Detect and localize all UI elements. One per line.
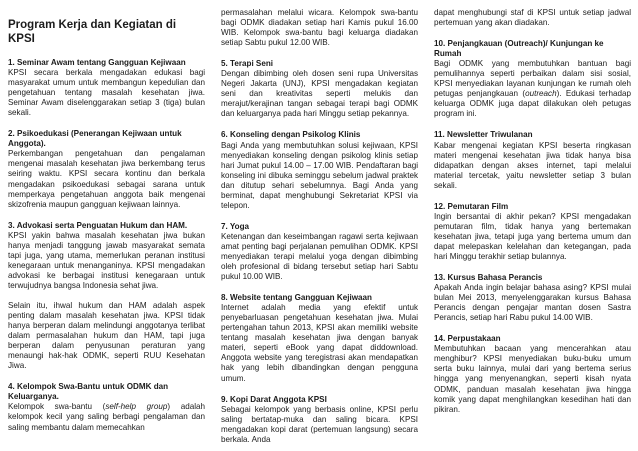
section-terapi-seni [221, 59, 418, 119]
section-heading: 14. Perpustakaan [434, 334, 501, 344]
section-heading: 7. Yoga [221, 221, 250, 231]
text-run-italic: self-help group [105, 402, 168, 412]
section-text [434, 59, 631, 119]
section-kopi-darat-continued [434, 8, 631, 28]
section-text [8, 402, 205, 432]
section-text: Dengan dibimbing oleh dosen seni rupa Universitas Negeri Jakarta (UNJ), KPSI mengadakan kegiatan seni dan kreativitas seperti melukis dan merajut/kerajinan tangan sebagai terapi bagi ODMK dan keluarganya pada hari Minggu setiap pekannya. [221, 69, 418, 119]
section-perpustakaan [434, 334, 631, 414]
section-text: Selain itu, ihwal hukum dan HAM adalah aspek penting dalam masalah kesehatan jiwa. KPSI tidak hanya berperan dalam melindungi anggotanya terlibat dalam permasalahan hukum dan HAM, tapi juga berperan dalam penyusunan peraturan yang menaungi hak-hak ODMK, seperti RUU Kesehatan Jiwa. [8, 300, 205, 371]
section-text: Internet adalah media yang efektif untuk penyebarluasan pengetahuan kesehatan jiwa. Mulai pertengahan tahun 2013, KPSI akan memiliki website tentang masalah kesehatan jiwa dengan banyak materi, seperti eBook yang dapat diddownload. Anggota website yang teregistrasi akan mendapatkan hak yang lebih dibandingkan dengan pengguna umum. [221, 303, 418, 383]
section-heading: 9. Kopi Darat Anggota KPSI [221, 394, 327, 404]
section-text: Bagi Anda yang membutuhkan solusi kejiwaan, KPSI menyediakan konseling dengan psikolog klinis setiap hari Jumat pukul 14.00 – 17.00 WIB. Pendaftaran bagi konseling ini dibuka seminggu sebelum jadwal praktek dan ditutup sehari sebelumnya. Bagi Anda yang berminat, dapat menghubungi Sekretariat KPSI via telepon. [221, 140, 418, 210]
section-text: Perkembangan pengetahuan dan pengalaman mengenai masalah kesehatan jiwa berkembang terus seiring waktu. KPSI secara kontinu dan berkala mengadakan psikoedukasi sebagai sarana untuk memperkaya pengetahuan anggota baik mengenai skizofrenia maupun gangguan kejiwaan lainnya. [8, 149, 205, 209]
section-kopi-darat [221, 395, 418, 445]
section-psikoedukasi [8, 129, 205, 209]
section-text: Kabar mengenai kegiatan KPSI beserta ringkasan materi mengenai kesehatan jiwa tidak hanya bisa didapatkan dengan akses internet, tapi melalui material tercetak, yaitu newsletter setiap 3 bulan sekali. [434, 140, 631, 190]
section-konseling [221, 130, 418, 210]
section-heading: 11. Newsletter Triwulanan [434, 130, 533, 140]
section-swa-bantu-continued [221, 8, 418, 48]
section-kursus-bahasa [434, 273, 631, 323]
column-1 [8, 8, 205, 451]
section-penjangkauan [434, 39, 631, 119]
section-heading: 6. Konseling dengan Psikolog Klinis [221, 130, 361, 140]
section-text: dapat menghubungi staf di KPSI untuk setiap jadwal pertemuan yang akan diadakan. [434, 8, 631, 28]
section-newsletter [434, 130, 631, 190]
section-heading: 5. Terapi Seni [221, 59, 274, 69]
section-heading: 1. Seminar Awam tentang Gangguan Kejiwaan [8, 58, 186, 67]
section-text: KPSI yakin bahwa masalah kesehatan jiwa bukan hanya menjadi tanggung jawab masyarakat semata tapi juga, yang utama, memerlukan peranan institusi kenegaraan untuk menanganinya. KPSI mengadakan advokasi ke berbagai institusi kenegaraan untuk terwujudnya bangsa Indonesia sehat jiwa. [8, 230, 205, 290]
section-heading: 13. Kursus Bahasa Perancis [434, 273, 543, 283]
column-2 [221, 8, 418, 451]
section-text: KPSI secara berkala mengadakan edukasi bagi masyarakat umum untuk membangun kepedulian dan pengetahuan tentang masalah kesehatan jiwa. Seminar Awam diselenggarakan setiap 3 (tiga) bulan sekali. [8, 68, 205, 118]
document-title: Program Kerja dan Kegiatan di KPSI [8, 19, 177, 45]
section-heading: 12. Pemutaran Film [434, 201, 509, 211]
section-heading: 4. Kelompok Swa-Bantu untuk ODMK dan Keluarganya. [8, 382, 169, 402]
section-text: Ingin bersantai di akhir pekan? KPSI mengadakan pemutaran film, tidak hanya yang bertemakan kesehatan jiwa, tetapi juga yang bertema umum dan dapat melepaskan kelelahan dan ketegangan, pada hari Minggu terakhir setiap bulannya. [434, 211, 631, 261]
text-run: Bagi ODMK yang membutuhkan bantuan bagi pemulihannya seperti perbaikan dalam sisi sosial, KPSI menyediakan layanan kunjungan ke rumah oleh petugas penjangkauan ( [434, 59, 631, 99]
text-run: ). Edukasi terhadap keluarga ODMK juga dapat dilakukan oleh petugas program ini. [434, 89, 631, 119]
section-swa-bantu [8, 382, 205, 432]
section-text: permasalahan melalui wicara. Kelompok swa-bantu bagi ODMK diadakan setiap hari Kamis pukul 16.00 WIB. Kelompok swa-bantu bagi keluarga diadakan setiap Sabtu pukul 12.00 WIB. [221, 8, 418, 48]
section-text: Sebagai kelompok yang berbasis online, KPSI perlu saling bertatap-muka dan saling bicara. KPSI mengadakan kopi darat (pertemuan langsung) secara berkala. Anda [221, 404, 418, 444]
section-pemutaran-film [434, 202, 631, 262]
section-seminar-awam [8, 58, 205, 118]
section-yoga [221, 222, 418, 282]
section-text: Membutuhkan bacaan yang mencerahkan atau menghibur? KPSI menyediakan buku-buku umum serta buku lainnya, mulai dari yang bertema serius hingga yang menyenangkan, seperti kisah nyata ODMK, panduan masalah kesehatan jiwa hingga komik yang dapat menghilangkan kesedihan hati dan pikiran. [434, 344, 631, 414]
section-heading: 2. Psikoedukasi (Penerangan Kejiwaan untuk Anggota). [8, 129, 182, 149]
section-heading: 3. Advokasi serta Penguatan Hukum dan HAM. [8, 220, 188, 230]
text-run: Kelompok swa-bantu ( [8, 402, 106, 412]
section-advokasi [8, 221, 205, 372]
section-text: Apakah Anda ingin belajar bahasa asing? KPSI mulai bulan Mei 2013, menyelenggarakan kursus Bahasa Perancis dengan pengajar mantan dosen Sastra Perancis, setiap hari Rabu pukul 14.00 WIB. [434, 283, 631, 323]
section-website [221, 293, 418, 383]
section-heading: 8. Website tentang Gangguan Kejiwaan [221, 293, 372, 303]
section-text: Ketenangan dan keseimbangan ragawi serta kejiwaan amat penting bagi perjalanan pemulihan ODMK. KPSI menyediakan terapi melalui yoga dengan dibimbing oleh profesional di bidang tersebut setiap hari Sabtu pukul 10.00 WIB. [221, 231, 418, 282]
column-3 [434, 8, 631, 451]
section-heading: 10. Penjangkauan (Outreach)/ Kunjungan ke Rumah [434, 39, 604, 59]
text-run: ) adalah kelompok kecil yang saling berbagi pengalaman dan saling membantu dalam memecahkan [8, 402, 206, 432]
text-run-italic: outreach [525, 89, 557, 99]
